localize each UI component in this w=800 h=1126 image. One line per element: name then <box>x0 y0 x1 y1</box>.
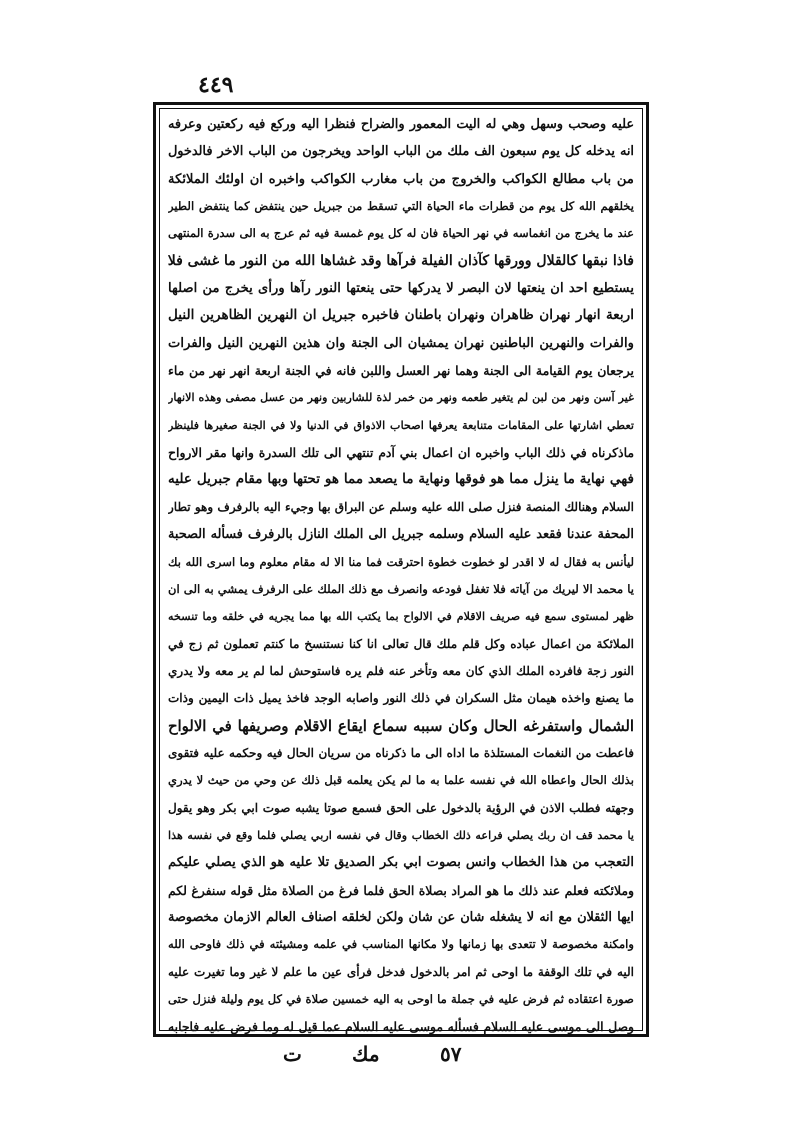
text-line: فاعطت من النغمات المستلذة ما اداه الى ما ذكرناه من سريان الحال فيه وحكمه عليه فتقوى <box>168 745 634 760</box>
text-line: النور زجة فافرده الملك الذي كان معه وتأخر عنه فلم يره فاستوحش لما لم ير معه ولا يدري <box>168 663 634 678</box>
text-line: صورة اعتقاده ثم فرض عليه في جملة ما اوحى به اليه خمسين صلاة في كل يوم وليلة فنزل حتى <box>168 992 634 1006</box>
text-line: يا محمد الا ليريك من آياته فلا تغفل فودعه وانصرف مع ذلك الملك على الرفرف يمشي به الى ان <box>168 581 634 596</box>
page-footer <box>0 1042 800 1082</box>
page-number: ٤٤٩ <box>198 72 234 98</box>
text-line: ظهر لمستوى سمع فيه صريف الاقلام في الالواح بما يكتب الله بها مما يجريه في خلقه وما تنسخه <box>168 609 634 624</box>
text-line: يستطيع احد ان ينعتها لان البصر لا يدركها حتى ينعتها النور رآها ورأى يخرج من اصلها <box>168 281 634 297</box>
text-line: ليأنس به فقال له لا اقدر لو خطوت خطوة احترقت فما منا الا له مقام معلوم وما اسرى الله بك <box>168 554 634 569</box>
text-line: وصل الى موسى عليه السلام فسأله موسى عليه السلام عما قيل له وما فرض عليه فاجابه <box>168 1019 634 1035</box>
text-line: يا محمد قف ان ربك يصلي فراعه ذلك الخطاب وقال في نفسه اربي يصلي فلما وقع في نفسه هذا <box>168 827 634 842</box>
signature-mark: ت <box>283 1042 302 1066</box>
text-line: اربعة انهار نهران ظاهران ونهران باطنان فاخبره جبريل ان النهرين الظاهرين النيل <box>168 307 634 324</box>
text-line: بذلك الحال واعطاه الله في نفسه علما به ما لم يكن يعلمه قبل ذلك عن وحي من حيث لا يدري <box>168 773 634 788</box>
text-line: عند ما يخرج من انغماسه في نهر الحياة فان له كل يوم غمسة فيه ثم عرج به الى سدرة المنتهى <box>168 226 634 241</box>
text-line: وجهته فطلب الاذن في الرؤية بالدخول على الحق فسمع صوتا يشبه صوت ابي بكر وهو يقول <box>168 800 634 815</box>
text-frame <box>153 102 649 1037</box>
text-line: المحفة عندنا فقعد عليه السلام وسلمه جبريل الى الملك النازل بالرفرف فسأله الصحبة <box>168 527 634 543</box>
text-line: اليه في تلك الوقفة ما اوحى ثم امر بالدخول فدخل فرأى عين ما علم لا غير وما تغيرت عليه <box>168 964 634 979</box>
text-line: التعجب من هذا الخطاب وانس بصوت ابي بكر الصديق تلا عليه هو الذي يصلي عليكم <box>168 855 634 871</box>
text-line: الملائكة من اعمال عباده وكل قلم ملك قال تعالى انا كنا نستنسخ ما كنتم تعملون ثم زج في <box>168 636 634 651</box>
signature-mark: ٥٧ <box>440 1042 462 1066</box>
body-text <box>168 111 634 1035</box>
text-line: انه يدخله كل يوم سبعون الف ملك من الباب الواحد ويخرجون من الباب الاخر فالدخول <box>168 144 634 160</box>
text-line: ما يصنع واخذه هيمان مثل السكران في ذلك النور واصابه الوجد فاخذ يميل ذات اليمين وذات <box>168 691 634 706</box>
text-line: غير آسن ونهر من لبن لم يتغير طعمه ونهر من خمر لذة للشاربين ونهر من عسل مصفى وهذه الانهار <box>168 390 634 405</box>
text-line: تعطي اشارتها على المقامات متنابعة يعرفها اصحاب الاذواق في الدنيا ولا في الجنة صغيرها فلينظر <box>168 417 634 432</box>
text-line: فاذا نبقها كالقلال وورقها كآذان الفيلة فرآها وقد غشاها الله من النور ما غشى فلا <box>168 252 634 269</box>
text-line: وملائكته فعلم عند ذلك ما هو المراد بصلاة الحق فلما فرغ من الصلاة مثل قوله سنفرغ لكم <box>168 882 634 898</box>
text-line: السلام وهنالك المنصة فنزل صلى الله عليه وسلم عن البراق بها وجيء اليه بالرفرف وهو تطار <box>168 499 634 514</box>
text-line: ايها الثقلان مع انه لا يشغله شان عن شان ولكن لخلقه اصناف العالم الازمان مخصوصة <box>168 909 634 925</box>
text-line: فهي نهاية ما ينزل مما هو فوقها ونهاية ما يصعد مما هو تحتها وبها مقام جبريل عليه <box>168 471 634 488</box>
text-line: وامكنة مخصوصة لا تتعدى بها زمانها ولا مكانها المناسب في علمه ومشيئته في ذلك فاوحى الله <box>168 937 634 952</box>
text-line: ماذكرناه في ذلك الباب واخبره ان اعمال بني آدم تنتهي الى تلك السدرة وانها مقر الارواح <box>168 445 634 461</box>
signature-mark: مك <box>352 1042 380 1066</box>
text-line: يرجعان يوم القيامة الى الجنة وهما نهر العسل واللبن فانه في الجنة اربعة انهر نهر من ماء <box>168 363 634 379</box>
text-line: والفرات والنهرين الباطنين نهران يمشيان الى الجنة وان هذين النهرين النيل والفرات <box>168 335 634 351</box>
text-line: الشمال واستفرغه الحال وكان سببه سماع ايقاع الاقلام وصريفها في الالواح <box>168 717 634 735</box>
text-line: من باب مطالع الكواكب والخروج من باب مغارب الكواكب واخبره ان اولئك الملائكة <box>168 171 634 187</box>
text-line: عليه وصحب وسهل وهي له اليت المعمور والضراح فنظرا اليه وركع فيه ركعتين وعرفه <box>168 117 634 132</box>
text-line: يخلقهم الله كل يوم من قطرات ماء الحياة التي تسقط من جبريل حين ينتفض كما ينتفض الطير <box>168 199 634 214</box>
